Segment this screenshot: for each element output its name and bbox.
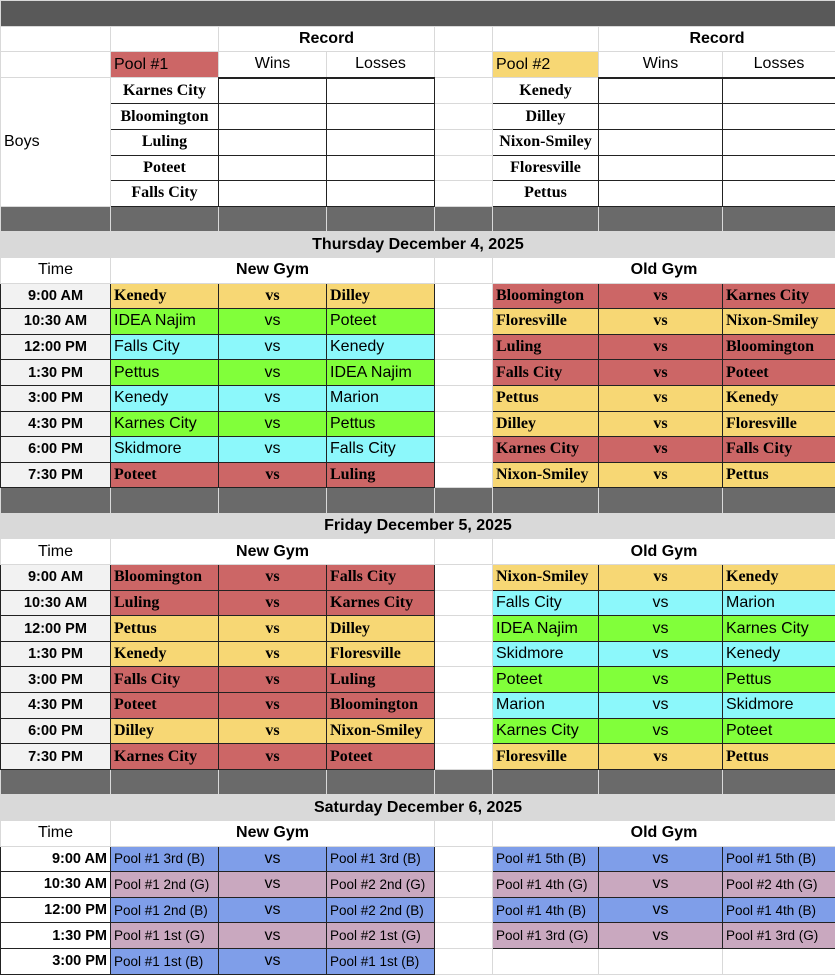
old-gym-home-team[interactable]: Skidmore [493, 641, 599, 667]
empty-cell[interactable] [435, 718, 493, 744]
spacer-cell[interactable] [723, 769, 835, 795]
pool1-wins-cell[interactable] [219, 155, 327, 181]
spacer-cell[interactable] [111, 769, 219, 795]
spacer-cell[interactable] [435, 488, 493, 514]
old-gym-home-team[interactable]: Pool #1 5th (B) [493, 846, 599, 872]
old-gym-vs[interactable]: vs [599, 744, 723, 770]
new-gym-home-team[interactable]: Pool #1 2nd (B) [111, 897, 219, 923]
pool2-wins-cell[interactable] [599, 155, 723, 181]
old-gym-home-team[interactable]: Karnes City [493, 718, 599, 744]
pool1-losses-cell[interactable] [327, 129, 435, 155]
pool2-team[interactable]: Floresville [493, 155, 599, 181]
game-time[interactable]: 4:30 PM [1, 693, 111, 719]
spacer-cell[interactable] [493, 488, 599, 514]
new-gym-home-team[interactable]: Bloomington [111, 565, 219, 591]
game-time[interactable]: 1:30 PM [1, 923, 111, 949]
pool1-team[interactable]: Falls City [111, 181, 219, 207]
empty-cell[interactable] [599, 948, 723, 974]
new-gym-away-team[interactable]: Dilley [327, 283, 435, 309]
pool1-wins-cell[interactable] [219, 104, 327, 130]
empty-cell[interactable] [435, 872, 493, 898]
day-title-row [1, 513, 835, 539]
game-row [1, 565, 835, 591]
new-gym-away-team[interactable]: Poteet [327, 309, 435, 335]
new-gym-away-team[interactable]: Luling [327, 667, 435, 693]
game-row [1, 641, 835, 667]
empty-cell[interactable] [435, 539, 493, 565]
new-gym-header[interactable]: New Gym [111, 821, 435, 847]
new-gym-home-team[interactable]: Karnes City [111, 744, 219, 770]
old-gym-away-team[interactable]: Falls City [723, 437, 835, 463]
game-time[interactable]: 3:00 PM [1, 948, 111, 974]
game-row [1, 718, 835, 744]
spacer-cell[interactable] [723, 488, 835, 514]
old-gym-home-team[interactable]: Pool #1 3rd (G) [493, 923, 599, 949]
game-row [1, 667, 835, 693]
old-gym-vs[interactable]: vs [599, 360, 723, 386]
old-gym-vs[interactable]: vs [599, 923, 723, 949]
spacer-cell[interactable] [327, 488, 435, 514]
old-gym-vs[interactable]: vs [599, 385, 723, 411]
new-gym-away-team[interactable]: Poteet [327, 744, 435, 770]
old-gym-header[interactable]: Old Gym [493, 821, 835, 847]
pool-header-row [1, 52, 835, 78]
empty-cell[interactable] [435, 462, 493, 488]
new-gym-vs[interactable]: vs [219, 565, 327, 591]
new-gym-vs[interactable]: vs [219, 616, 327, 642]
gym-header-row [1, 539, 835, 565]
new-gym-away-team[interactable]: Pool #2 1st (G) [327, 923, 435, 949]
empty-cell[interactable] [435, 360, 493, 386]
game-row [1, 385, 835, 411]
new-gym-vs[interactable]: vs [219, 283, 327, 309]
pool1-label[interactable]: Pool #1 [111, 52, 219, 78]
new-gym-away-team[interactable]: Pool #1 1st (B) [327, 948, 435, 974]
old-gym-away-team[interactable]: Skidmore [723, 693, 835, 719]
spacer-cell[interactable] [493, 769, 599, 795]
pool2-losses-cell[interactable] [723, 78, 835, 104]
game-time[interactable]: 10:30 AM [1, 309, 111, 335]
old-gym-home-team[interactable]: Falls City [493, 590, 599, 616]
old-gym-vs[interactable]: vs [599, 565, 723, 591]
pool2-team[interactable]: Dilley [493, 104, 599, 130]
new-gym-home-team[interactable]: Karnes City [111, 411, 219, 437]
new-gym-home-team[interactable]: Falls City [111, 334, 219, 360]
game-time[interactable]: 10:30 AM [1, 590, 111, 616]
new-gym-away-team[interactable]: Pettus [327, 411, 435, 437]
pool2-losses-cell[interactable] [723, 129, 835, 155]
new-gym-vs[interactable]: vs [219, 360, 327, 386]
pool1-wins-cell[interactable] [219, 181, 327, 207]
new-gym-home-team[interactable]: Kenedy [111, 385, 219, 411]
new-gym-home-team[interactable]: Luling [111, 590, 219, 616]
pool1-losses-cell[interactable] [327, 78, 435, 104]
new-gym-away-team[interactable]: IDEA Najim [327, 360, 435, 386]
new-gym-vs[interactable]: vs [219, 462, 327, 488]
empty-cell[interactable] [723, 948, 835, 974]
new-gym-home-team[interactable]: Pool #1 2nd (G) [111, 872, 219, 898]
game-row [1, 590, 835, 616]
new-gym-vs[interactable]: vs [219, 309, 327, 335]
new-gym-vs[interactable]: vs [219, 667, 327, 693]
time-header[interactable]: Time [1, 539, 111, 565]
old-gym-vs[interactable]: vs [599, 897, 723, 923]
spacer-cell[interactable] [435, 206, 493, 232]
new-gym-vs[interactable]: vs [219, 437, 327, 463]
new-gym-vs[interactable]: vs [219, 948, 327, 974]
gym-header-row [1, 257, 835, 283]
new-gym-vs[interactable]: vs [219, 641, 327, 667]
new-gym-away-team[interactable]: Pool #1 3rd (B) [327, 846, 435, 872]
spacer-cell[interactable] [219, 488, 327, 514]
time-header[interactable]: Time [1, 821, 111, 847]
spacer-cell[interactable] [111, 488, 219, 514]
pool2-losses-header[interactable]: Losses [723, 52, 835, 78]
spacer-cell[interactable] [327, 206, 435, 232]
empty-cell[interactable] [435, 181, 493, 207]
section-spacer [1, 488, 835, 514]
pool2-wins-header[interactable]: Wins [599, 52, 723, 78]
old-gym-vs[interactable]: vs [599, 693, 723, 719]
old-gym-away-team[interactable]: Poteet [723, 718, 835, 744]
empty-cell[interactable] [435, 129, 493, 155]
empty-cell[interactable] [435, 616, 493, 642]
game-row [1, 437, 835, 463]
empty-cell[interactable] [435, 334, 493, 360]
pool2-wins-cell[interactable] [599, 181, 723, 207]
game-time[interactable]: 10:30 AM [1, 872, 111, 898]
pool2-team[interactable]: Kenedy [493, 78, 599, 104]
old-gym-home-team[interactable]: Floresville [493, 744, 599, 770]
empty-cell[interactable] [435, 744, 493, 770]
game-time[interactable]: 9:00 AM [1, 846, 111, 872]
old-gym-away-team[interactable]: Poteet [723, 360, 835, 386]
day-title[interactable]: Thursday December 4, 2025 [1, 232, 835, 258]
old-gym-away-team[interactable]: Kenedy [723, 385, 835, 411]
new-gym-away-team[interactable]: Falls City [327, 565, 435, 591]
game-row [1, 411, 835, 437]
new-gym-away-team[interactable]: Bloomington [327, 693, 435, 719]
new-gym-away-team[interactable]: Pool #2 2nd (G) [327, 872, 435, 898]
empty-cell[interactable] [435, 309, 493, 335]
new-gym-vs[interactable]: vs [219, 693, 327, 719]
section-spacer [1, 769, 835, 795]
old-gym-header[interactable]: Old Gym [493, 257, 835, 283]
empty-cell[interactable] [493, 948, 599, 974]
day-title-row [1, 795, 835, 821]
game-row [1, 462, 835, 488]
new-gym-away-team[interactable]: Karnes City [327, 590, 435, 616]
empty-cell[interactable] [435, 283, 493, 309]
game-time[interactable]: 6:00 PM [1, 718, 111, 744]
old-gym-away-team[interactable]: Nixon-Smiley [723, 309, 835, 335]
old-gym-vs[interactable]: vs [599, 872, 723, 898]
new-gym-vs[interactable]: vs [219, 385, 327, 411]
old-gym-away-team[interactable]: Pool #1 5th (B) [723, 846, 835, 872]
empty-cell[interactable] [435, 437, 493, 463]
old-gym-home-team[interactable]: Pettus [493, 385, 599, 411]
empty-cell[interactable] [435, 641, 493, 667]
old-gym-away-team[interactable]: Pettus [723, 667, 835, 693]
new-gym-away-team[interactable]: Floresville [327, 641, 435, 667]
new-gym-vs[interactable]: vs [219, 872, 327, 898]
game-row [1, 693, 835, 719]
day-title-row [1, 232, 835, 258]
game-row [1, 283, 835, 309]
old-gym-away-team[interactable]: Marion [723, 590, 835, 616]
game-time[interactable]: 9:00 AM [1, 283, 111, 309]
game-time[interactable]: 4:30 PM [1, 411, 111, 437]
pool1-losses-cell[interactable] [327, 155, 435, 181]
old-gym-away-team[interactable]: Pool #1 4th (B) [723, 897, 835, 923]
old-gym-home-team[interactable]: Pool #1 4th (B) [493, 897, 599, 923]
old-gym-home-team[interactable]: Karnes City [493, 437, 599, 463]
spacer-cell[interactable] [1, 206, 111, 232]
new-gym-header[interactable]: New Gym [111, 257, 435, 283]
spacer-cell[interactable] [1, 769, 111, 795]
empty-cell[interactable] [435, 948, 493, 974]
game-row [1, 309, 835, 335]
game-row [1, 744, 835, 770]
pool2-team[interactable]: Pettus [493, 181, 599, 207]
new-gym-away-team[interactable]: Falls City [327, 437, 435, 463]
old-gym-vs[interactable]: vs [599, 437, 723, 463]
old-gym-vs[interactable]: vs [599, 718, 723, 744]
old-gym-away-team[interactable]: Floresville [723, 411, 835, 437]
new-gym-vs[interactable]: vs [219, 718, 327, 744]
pool1-wins-cell[interactable] [219, 129, 327, 155]
new-gym-home-team[interactable]: Dilley [111, 718, 219, 744]
pool-team-row [1, 78, 835, 104]
pool2-team[interactable]: Nixon-Smiley [493, 129, 599, 155]
empty-cell[interactable] [435, 667, 493, 693]
spacer-cell[interactable] [435, 769, 493, 795]
pool2-losses-cell[interactable] [723, 155, 835, 181]
game-time[interactable]: 7:30 PM [1, 744, 111, 770]
pool1-wins-header[interactable]: Wins [219, 52, 327, 78]
new-gym-home-team[interactable]: Pettus [111, 360, 219, 386]
pool-team-row [1, 129, 835, 155]
old-gym-home-team[interactable]: Marion [493, 693, 599, 719]
empty-cell[interactable] [435, 897, 493, 923]
day-title[interactable]: Friday December 5, 2025 [1, 513, 835, 539]
game-time[interactable]: 3:00 PM [1, 667, 111, 693]
old-gym-away-team[interactable]: Pettus [723, 744, 835, 770]
old-gym-vs[interactable]: vs [599, 283, 723, 309]
old-gym-vs[interactable]: vs [599, 846, 723, 872]
old-gym-vs[interactable]: vs [599, 667, 723, 693]
section-spacer [1, 206, 835, 232]
old-gym-vs[interactable]: vs [599, 334, 723, 360]
empty-cell[interactable] [435, 411, 493, 437]
spacer-cell[interactable] [111, 206, 219, 232]
game-row [1, 334, 835, 360]
game-time[interactable]: 12:00 PM [1, 616, 111, 642]
game-row [1, 616, 835, 642]
old-gym-vs[interactable]: vs [599, 641, 723, 667]
pool2-losses-cell[interactable] [723, 104, 835, 130]
game-row [1, 872, 835, 898]
game-row [1, 923, 835, 949]
old-gym-home-team[interactable]: Bloomington [493, 283, 599, 309]
spacer-cell[interactable] [493, 206, 599, 232]
gym-header-row [1, 821, 835, 847]
pool2-wins-cell[interactable] [599, 104, 723, 130]
pool1-team[interactable]: Luling [111, 129, 219, 155]
new-gym-away-team[interactable]: Nixon-Smiley [327, 718, 435, 744]
new-gym-home-team[interactable]: Pool #1 1st (G) [111, 923, 219, 949]
game-time[interactable]: 6:00 PM [1, 437, 111, 463]
old-gym-home-team[interactable]: Dilley [493, 411, 599, 437]
empty-cell[interactable] [435, 846, 493, 872]
empty-cell[interactable] [435, 78, 493, 104]
old-gym-away-team[interactable]: Bloomington [723, 334, 835, 360]
old-gym-vs[interactable]: vs [599, 462, 723, 488]
game-time[interactable]: 3:00 PM [1, 385, 111, 411]
new-gym-home-team[interactable]: Pool #1 1st (B) [111, 948, 219, 974]
old-gym-away-team[interactable]: Kenedy [723, 565, 835, 591]
pool2-losses-cell[interactable] [723, 181, 835, 207]
empty-cell[interactable] [435, 693, 493, 719]
pool1-team[interactable]: Poteet [111, 155, 219, 181]
spacer-cell[interactable] [599, 488, 723, 514]
new-gym-home-team[interactable]: IDEA Najim [111, 309, 219, 335]
old-gym-away-team[interactable]: Kenedy [723, 641, 835, 667]
old-gym-away-team[interactable]: Pettus [723, 462, 835, 488]
old-gym-away-team[interactable]: Pool #2 4th (G) [723, 872, 835, 898]
game-time[interactable]: 9:00 AM [1, 565, 111, 591]
old-gym-home-team[interactable]: Luling [493, 334, 599, 360]
game-time[interactable]: 1:30 PM [1, 360, 111, 386]
old-gym-home-team[interactable]: Nixon-Smiley [493, 565, 599, 591]
empty-cell[interactable] [435, 385, 493, 411]
game-row [1, 897, 835, 923]
empty-cell[interactable] [435, 821, 493, 847]
new-gym-home-team[interactable]: Poteet [111, 693, 219, 719]
new-gym-vs[interactable]: vs [219, 334, 327, 360]
new-gym-home-team[interactable]: Poteet [111, 462, 219, 488]
new-gym-away-team[interactable]: Marion [327, 385, 435, 411]
division-label[interactable]: Boys [1, 78, 111, 206]
new-gym-vs[interactable]: vs [219, 744, 327, 770]
pool-team-row [1, 181, 835, 207]
record-header-row [1, 26, 835, 52]
top-border-bar [1, 1, 835, 27]
game-time[interactable]: 7:30 PM [1, 462, 111, 488]
old-gym-home-team[interactable]: Poteet [493, 667, 599, 693]
spacer-cell[interactable] [219, 206, 327, 232]
pool1-team[interactable]: Bloomington [111, 104, 219, 130]
old-gym-home-team[interactable]: Nixon-Smiley [493, 462, 599, 488]
empty-cell[interactable] [435, 104, 493, 130]
new-gym-home-team[interactable]: Kenedy [111, 283, 219, 309]
old-gym-home-team[interactable]: IDEA Najim [493, 616, 599, 642]
new-gym-away-team[interactable]: Luling [327, 462, 435, 488]
pool1-team[interactable]: Karnes City [111, 78, 219, 104]
pool1-losses-cell[interactable] [327, 104, 435, 130]
spacer-cell[interactable] [219, 769, 327, 795]
pool2-label[interactable]: Pool #2 [493, 52, 599, 78]
new-gym-away-team[interactable]: Kenedy [327, 334, 435, 360]
old-gym-vs[interactable]: vs [599, 616, 723, 642]
pool2-wins-cell[interactable] [599, 129, 723, 155]
pool1-losses-header[interactable]: Losses [327, 52, 435, 78]
day-title[interactable]: Saturday December 6, 2025 [1, 795, 835, 821]
new-gym-header[interactable]: New Gym [111, 539, 435, 565]
old-gym-header[interactable]: Old Gym [493, 539, 835, 565]
new-gym-home-team[interactable]: Falls City [111, 667, 219, 693]
new-gym-home-team[interactable]: Skidmore [111, 437, 219, 463]
spacer-cell[interactable] [599, 206, 723, 232]
new-gym-vs[interactable]: vs [219, 897, 327, 923]
pool1-record-header[interactable]: Record [219, 26, 435, 52]
empty-cell[interactable] [435, 923, 493, 949]
pool1-wins-cell[interactable] [219, 78, 327, 104]
new-gym-vs[interactable]: vs [219, 923, 327, 949]
old-gym-away-team[interactable]: Karnes City [723, 283, 835, 309]
old-gym-home-team[interactable]: Falls City [493, 360, 599, 386]
pool1-losses-cell[interactable] [327, 181, 435, 207]
new-gym-vs[interactable]: vs [219, 590, 327, 616]
old-gym-away-team[interactable]: Karnes City [723, 616, 835, 642]
old-gym-away-team[interactable]: Pool #1 3rd (G) [723, 923, 835, 949]
game-row [1, 846, 835, 872]
game-time[interactable]: 12:00 PM [1, 334, 111, 360]
game-time[interactable]: 1:30 PM [1, 641, 111, 667]
new-gym-away-team[interactable]: Pool #2 2nd (B) [327, 897, 435, 923]
pool2-wins-cell[interactable] [599, 78, 723, 104]
empty-cell[interactable] [435, 155, 493, 181]
game-time[interactable]: 12:00 PM [1, 897, 111, 923]
old-gym-vs[interactable]: vs [599, 411, 723, 437]
pool-team-row [1, 155, 835, 181]
empty-cell[interactable] [435, 590, 493, 616]
game-row [1, 360, 835, 386]
spacer-cell[interactable] [327, 769, 435, 795]
new-gym-vs[interactable]: vs [219, 411, 327, 437]
game-row [1, 948, 835, 974]
old-gym-vs[interactable]: vs [599, 309, 723, 335]
spacer-cell[interactable] [723, 206, 835, 232]
pool2-record-header[interactable]: Record [599, 26, 835, 52]
new-gym-away-team[interactable]: Dilley [327, 616, 435, 642]
spacer-cell[interactable] [1, 488, 111, 514]
new-gym-vs[interactable]: vs [219, 846, 327, 872]
old-gym-vs[interactable]: vs [599, 590, 723, 616]
new-gym-home-team[interactable]: Pettus [111, 616, 219, 642]
spacer-cell[interactable] [599, 769, 723, 795]
old-gym-home-team[interactable]: Floresville [493, 309, 599, 335]
empty-cell[interactable] [435, 565, 493, 591]
new-gym-home-team[interactable]: Kenedy [111, 641, 219, 667]
time-header[interactable]: Time [1, 257, 111, 283]
old-gym-home-team[interactable]: Pool #1 4th (G) [493, 872, 599, 898]
new-gym-home-team[interactable]: Pool #1 3rd (B) [111, 846, 219, 872]
empty-cell[interactable] [435, 257, 493, 283]
pool-team-row [1, 104, 835, 130]
